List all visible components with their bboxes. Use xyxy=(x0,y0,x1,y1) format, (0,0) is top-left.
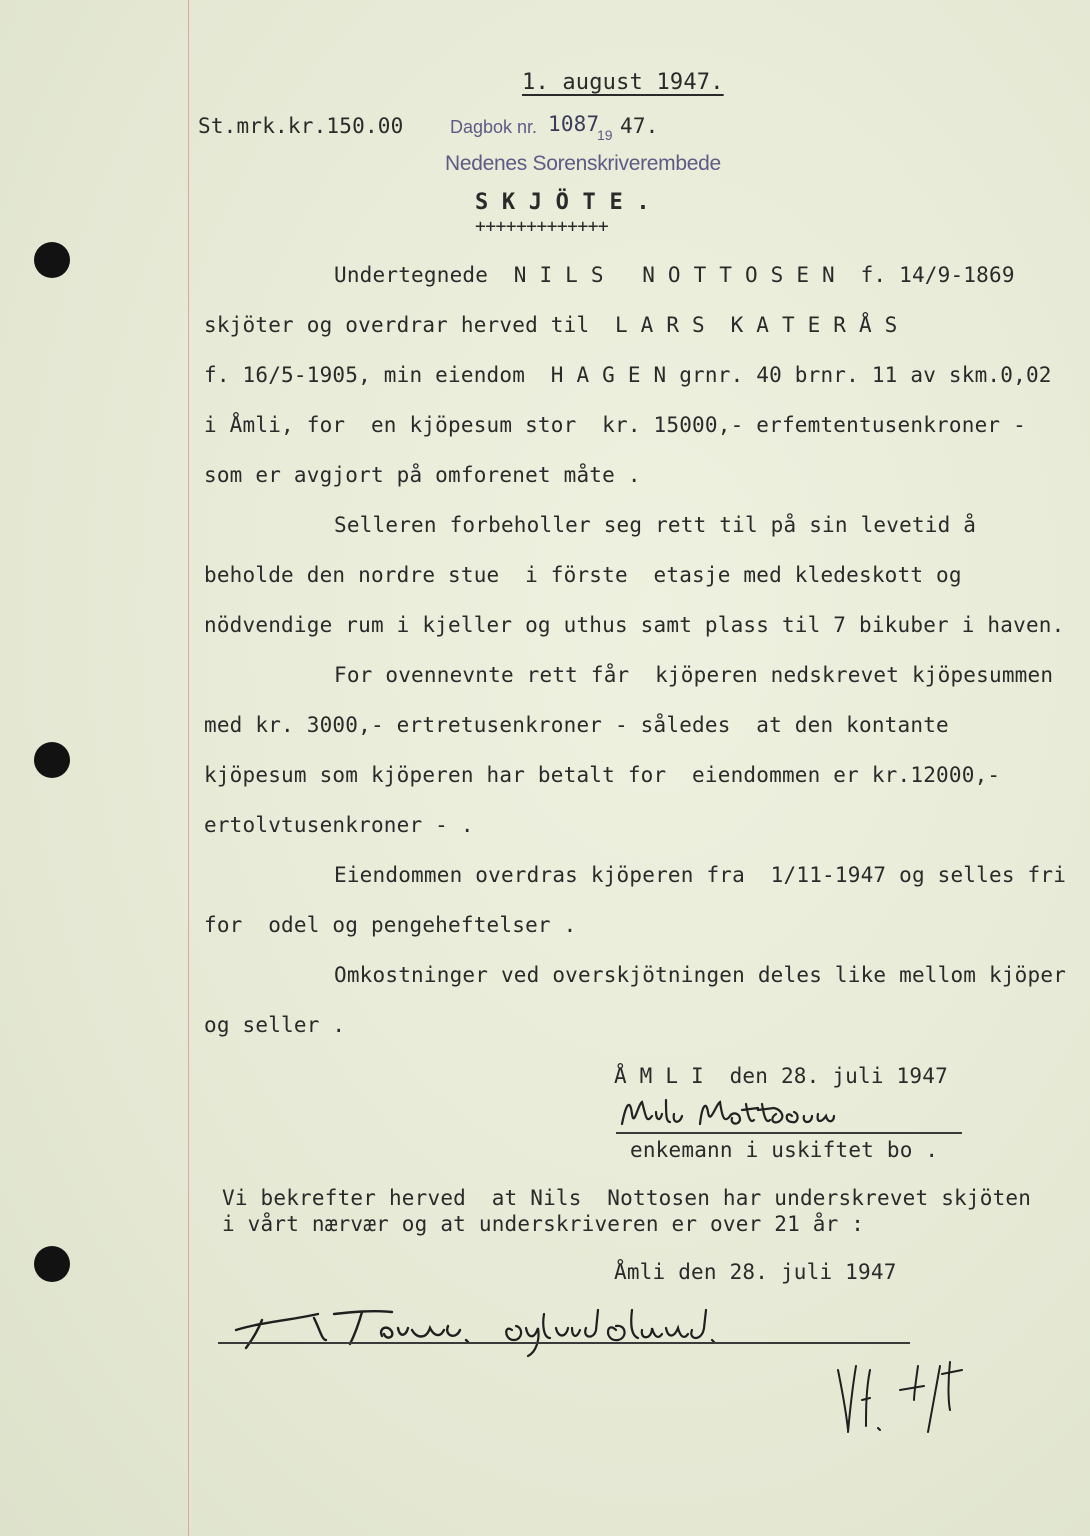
witness-signature-line xyxy=(218,1342,910,1344)
body-line: som er avgjort på omforenet måte . xyxy=(204,463,641,487)
body-line: f. 16/5-1905, min eiendom H A G E N grnr. 40 brnr. 11 av skm.0,02 xyxy=(204,363,1052,387)
punch-hole xyxy=(34,242,70,278)
punch-hole xyxy=(34,1246,70,1282)
body-line: ertolvtusenkroner - . xyxy=(204,813,474,837)
punch-hole xyxy=(34,742,70,778)
title-rule: +++++++++++++ xyxy=(475,216,609,237)
body-line: skjöter og overdrar herved til L A R S K A T E R Å S xyxy=(204,313,898,337)
witness-signatures xyxy=(222,1300,902,1360)
dagbok-small: 19 xyxy=(597,127,613,143)
body-line: Eiendommen overdras kjöperen fra 1/11-1947 og selles fri xyxy=(334,863,1067,887)
witness-line: Vi bekrefter herved at Nils Nottosen har underskrevet skjöten xyxy=(222,1186,1032,1210)
margin-line xyxy=(188,0,189,1536)
body-line: Undertegnede N I L S N O T T O S E N f. 14/9-1869 xyxy=(334,263,1015,287)
dagbok-number: 1087 xyxy=(548,112,600,136)
dagbok-year: 47. xyxy=(620,114,659,138)
body-line: i Åmli, for en kjöpesum stor kr. 15000,- erfemtentusenkroner - xyxy=(204,413,1026,437)
body-line: nödvendige rum i kjeller og uthus samt plass til 7 bikuber i haven. xyxy=(204,613,1065,637)
body-line: Omkostninger ved overskjötningen deles like mellom kjöper xyxy=(334,963,1067,987)
signer-status: enkemann i uskiftet bo . xyxy=(630,1138,939,1162)
body-line: beholde den nordre stue i förste etasje med kledeskott og xyxy=(204,563,962,587)
signature-1 xyxy=(616,1094,936,1134)
document-date: 1. august 1947. xyxy=(522,70,724,95)
body-line: for odel og pengeheftelser . xyxy=(204,913,577,937)
initials-mark xyxy=(830,1350,990,1440)
stamp-fee: St.mrk.kr.150.00 xyxy=(198,114,404,138)
body-line: med kr. 3000,- ertretusenkroner - således at den kontante xyxy=(204,713,949,737)
document-title: S K J Ö T E . xyxy=(475,190,650,215)
place-date-2: Åmli den 28. juli 1947 xyxy=(614,1260,897,1284)
office-stamp: Nedenes Sorenskriverembede xyxy=(445,152,721,175)
body-line: Selleren forbeholler seg rett til på sin levetid å xyxy=(334,513,977,537)
witness-line: i vårt nærvær og at underskriveren er over 21 år : xyxy=(222,1212,865,1236)
body-line: kjöpesum som kjöperen har betalt for eiendommen er kr.12000,- xyxy=(204,763,1001,787)
signature-line xyxy=(616,1132,962,1134)
body-line: For ovennevnte rett får kjöperen nedskrevet kjöpesummen xyxy=(334,663,1054,687)
dagbok-label: Dagbok nr. xyxy=(450,117,538,137)
place-date-1: Å M L I den 28. juli 1947 xyxy=(614,1064,948,1088)
body-line: og seller . xyxy=(204,1013,346,1037)
